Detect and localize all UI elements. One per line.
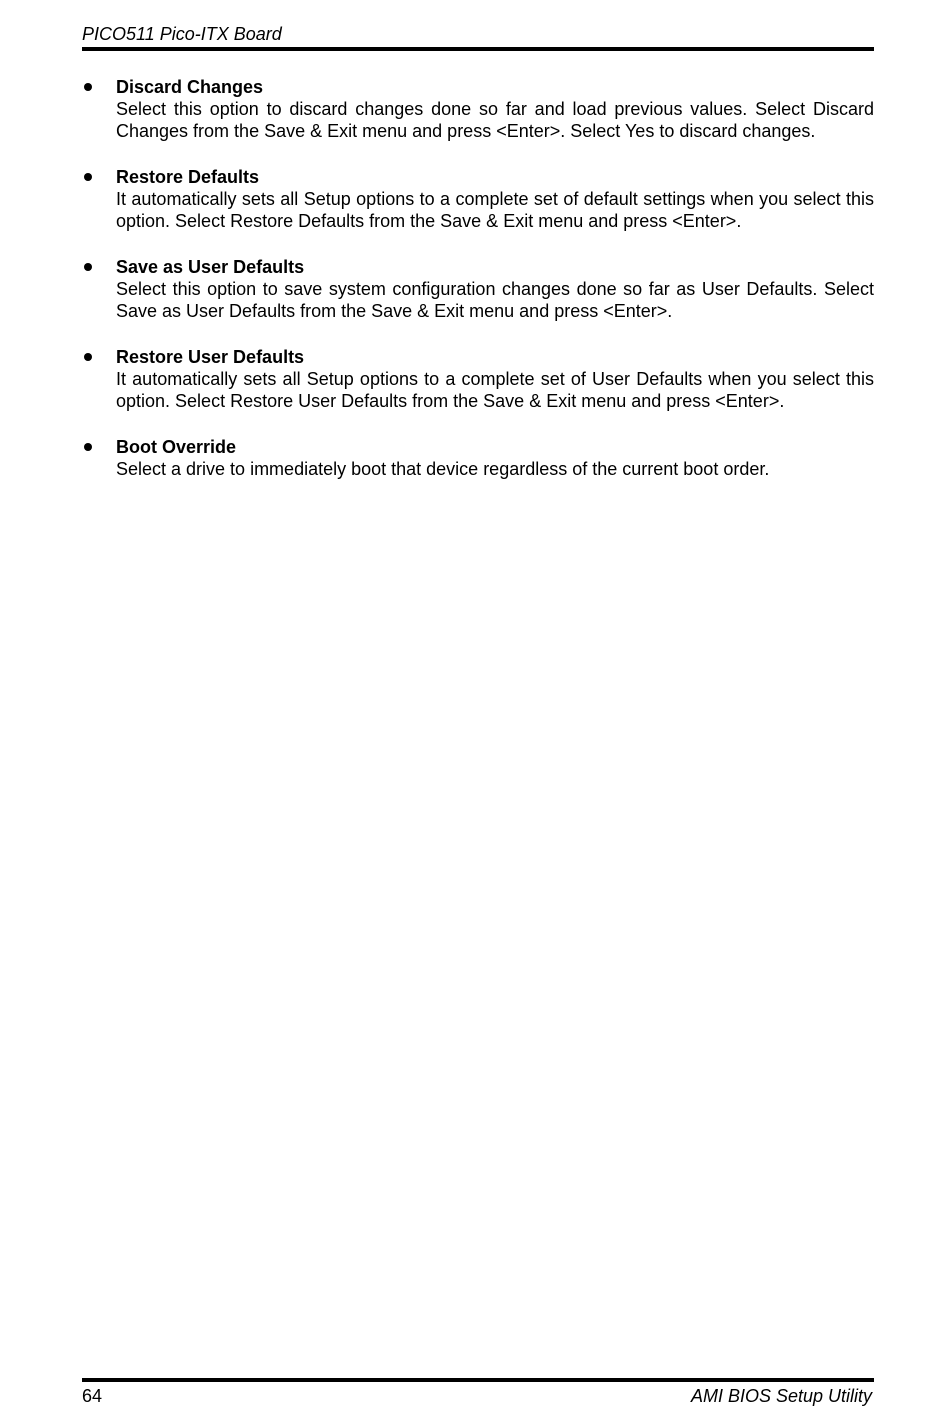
footer-rule (82, 1378, 874, 1382)
item-description: Select a drive to immediately boot that device regardless of the current boot order. (116, 459, 770, 479)
item-title: Restore User Defaults (116, 347, 305, 367)
item-title: Discard Changes (116, 77, 264, 97)
item-description: Select this option to save system configuration changes done so far as User Defaults. Select Save as User Defaults from the Save & Exit menu and press <Enter>. (116, 279, 874, 321)
item-description: It automatically sets all Setup options to a complete set of default settings when you select this option. Select Restore Defaults from the Save & Exit menu and press <Enter>. (116, 189, 874, 231)
running-header-title: PICO511 Pico-ITX Board (82, 24, 282, 44)
item-description: It automatically sets all Setup options to a complete set of User Defaults when you select this option. Select Restore User Defaults from the Save & Exit menu and press <Enter>. (116, 369, 874, 411)
bullet-icon (84, 353, 92, 361)
list-item-discard-changes (82, 76, 874, 142)
bullet-icon (84, 173, 92, 181)
list-item-restore-defaults (82, 166, 874, 232)
bullet-icon (84, 83, 92, 91)
bullet-icon (84, 263, 92, 271)
list-item-save-as-user-defaults (82, 256, 874, 322)
list-item-restore-user-defaults (82, 346, 874, 412)
page-number: 64 (82, 1386, 103, 1406)
option-list (82, 76, 874, 504)
list-item-boot-override (82, 436, 874, 480)
item-title: Save as User Defaults (116, 257, 305, 277)
item-title: Boot Override (116, 437, 237, 457)
running-footer-title: AMI BIOS Setup Utility (690, 1386, 872, 1406)
item-title: Restore Defaults (116, 167, 260, 187)
item-description: Select this option to discard changes done so far and load previous values. Select Discard Changes from the Save & Exit menu and press <Enter>. Select Yes to discard changes. (116, 99, 874, 141)
bullet-icon (84, 443, 92, 451)
header-rule (82, 47, 874, 51)
